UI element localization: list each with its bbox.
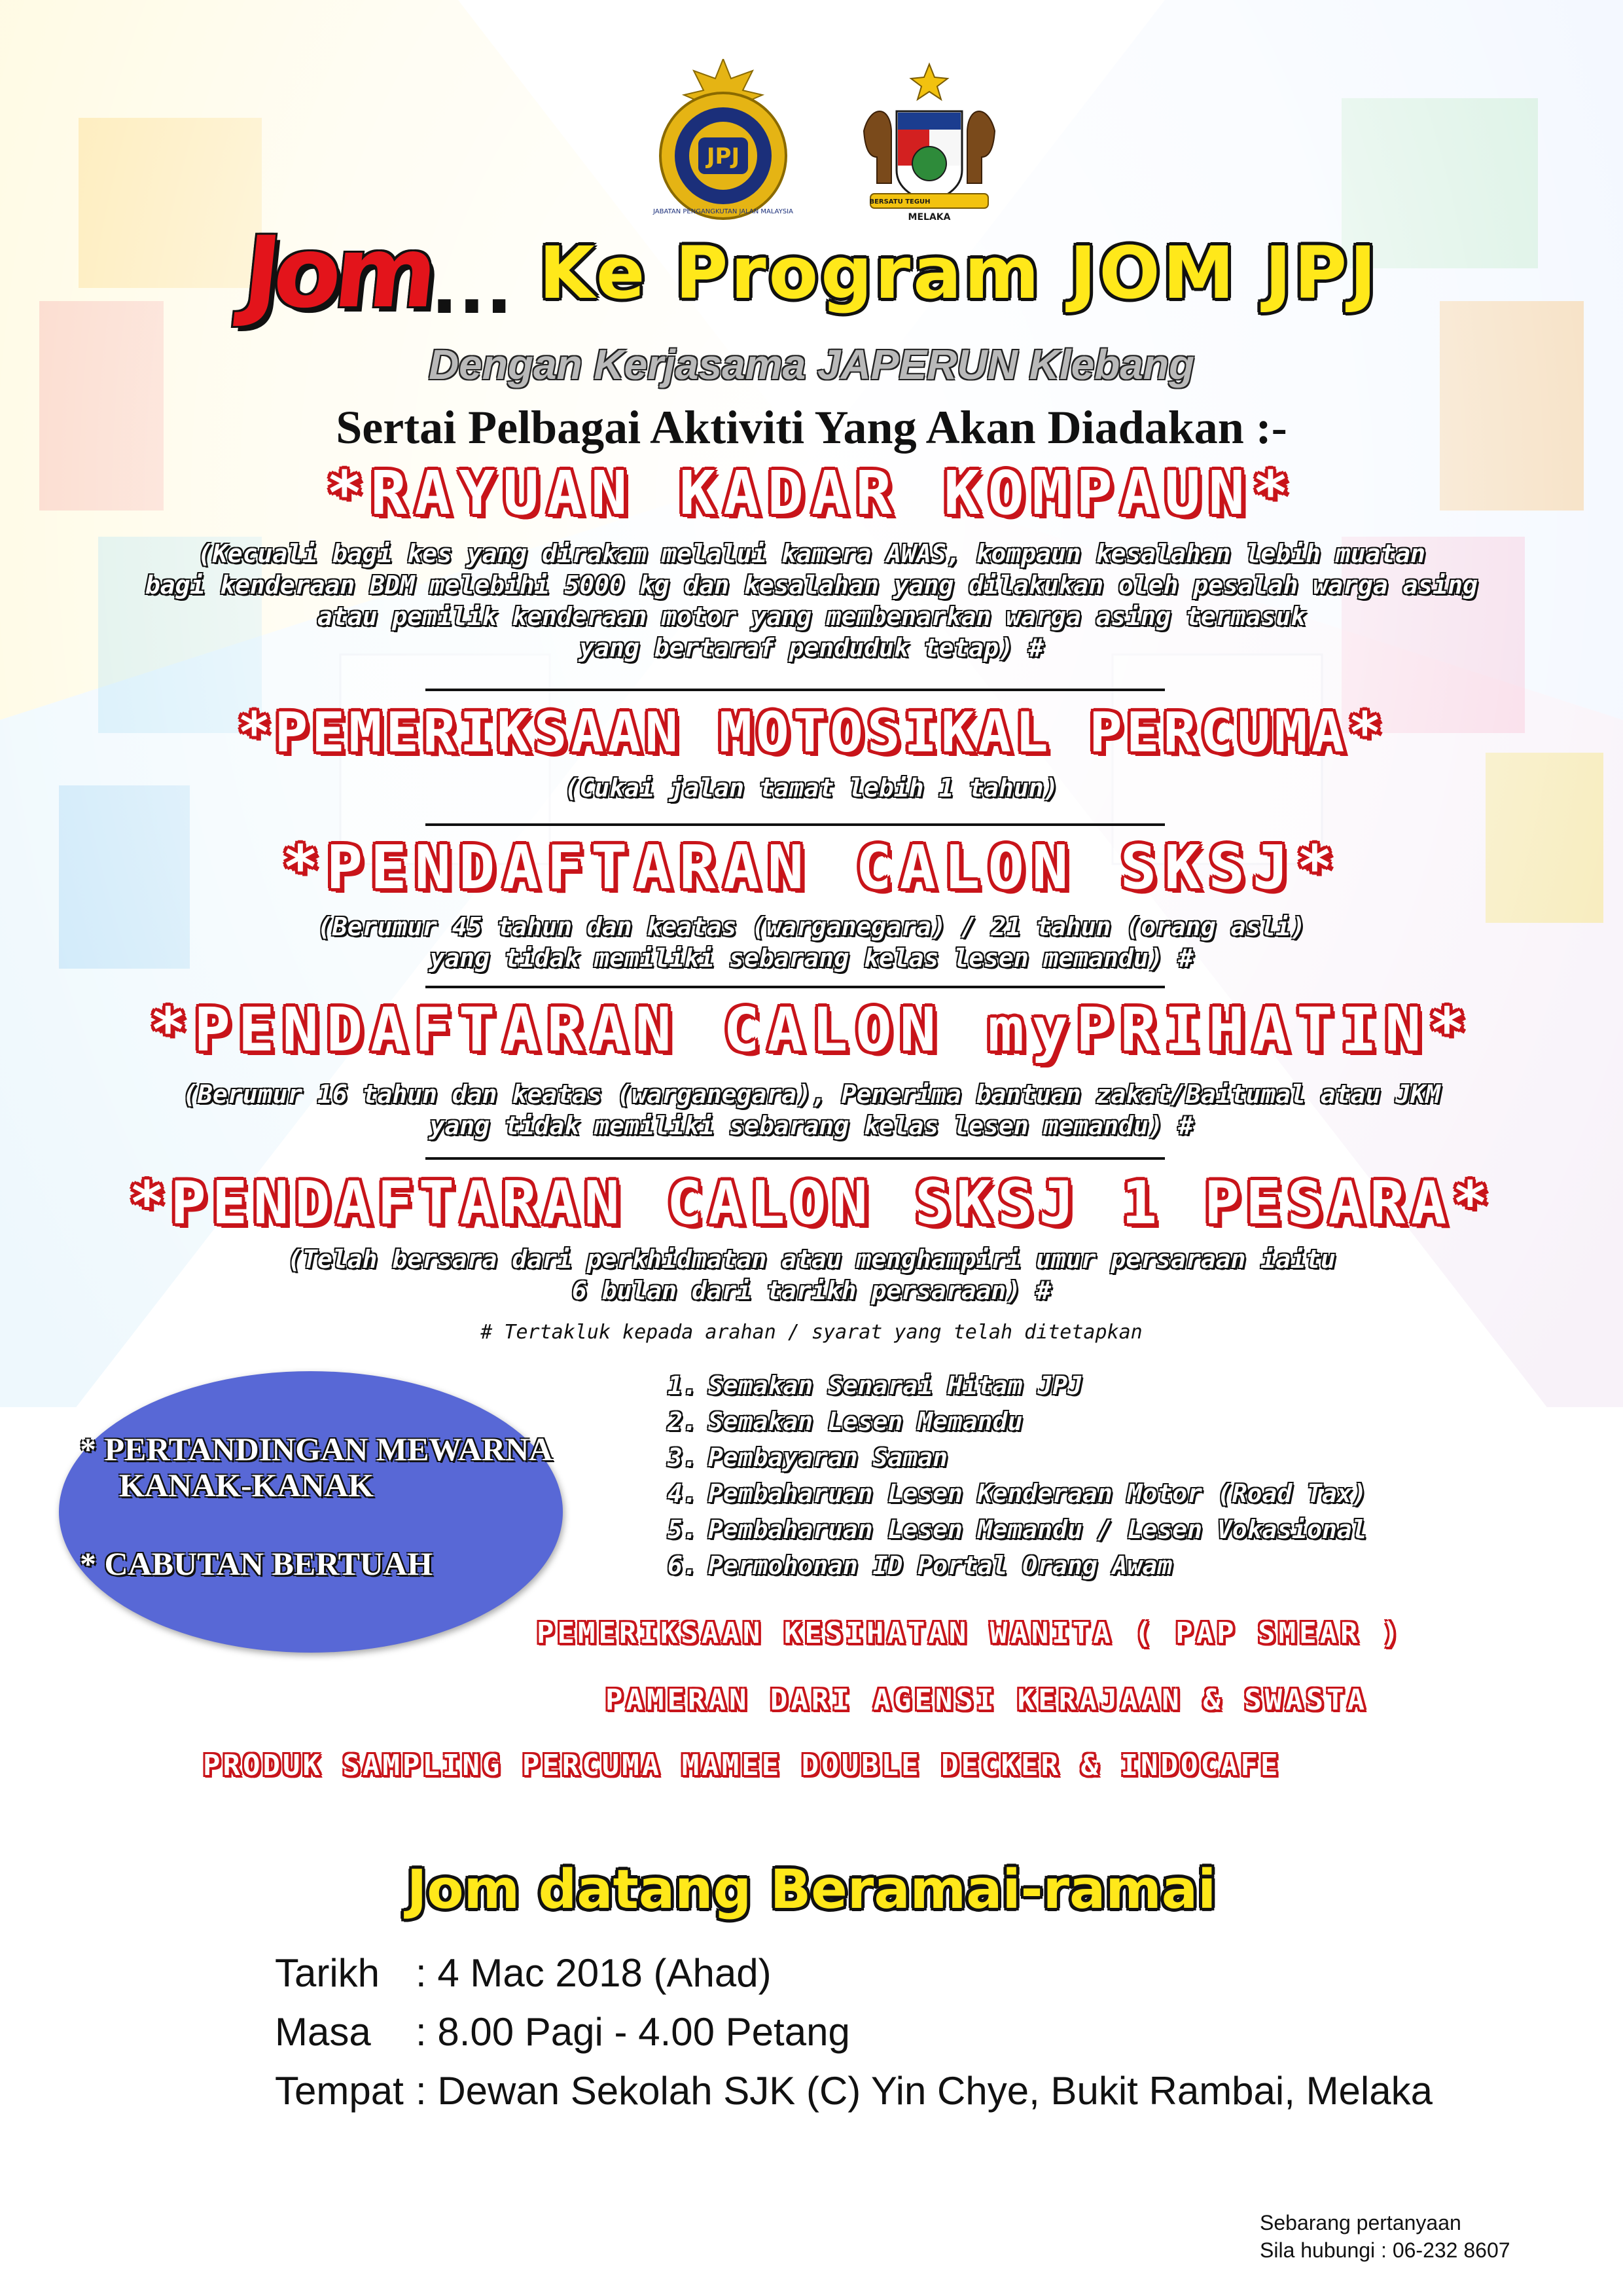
subtitle: Dengan Kerjasama JAPERUN Klebang	[428, 341, 1195, 388]
list-item: 5. Pembaharuan Lesen Memandu / Lesen Vokasional	[668, 1515, 1367, 1544]
bubble-item-mewarna: * PERTANDINGAN MEWARNA	[80, 1431, 553, 1467]
call-to-action: Jom datang Beramai-ramai	[406, 1859, 1217, 1921]
activity-pendaftaran-myprihatin: *PENDAFTARAN CALON myPRIHATIN*	[150, 995, 1473, 1065]
activity-5-note-line-1: (Telah bersara dari perkhidmatan atau menghampiri umur persaraan iaitu	[287, 1245, 1336, 1274]
melaka-motto: BERSATU TEGUH	[869, 198, 931, 206]
services-list	[668, 1368, 1367, 1584]
list-item: 2. Semakan Lesen Memandu	[668, 1407, 1023, 1436]
activity-3-note-line-2: yang tidak memiliki sebarang kelas lesen memandu) #	[429, 944, 1194, 973]
divider	[425, 689, 1165, 691]
list-item: 1. Semakan Senarai Hitam JPJ	[668, 1371, 1082, 1400]
event-venue: Tempat : Dewan Sekolah SJK (C) Yin Chye, Bukit Rambai, Melaka	[275, 2069, 1433, 2113]
activity-2-note-line-1: (Cukai jalan tamat lebih 1 tahun)	[564, 774, 1059, 802]
list-item: 3. Pembayaran Saman	[668, 1443, 948, 1472]
melaka-crest	[851, 59, 1008, 223]
divider	[425, 823, 1165, 826]
title-dots: ...	[431, 246, 513, 330]
melaka-name: MELAKA	[908, 212, 951, 223]
activity-1-note-line-1: (Kecuali bagi kes yang dirakam melalui kamera AWAS, kompaun kesalahan lebih muatan	[198, 539, 1425, 568]
activity-rayuan-kadar-kompaun: *RAYUAN KADAR KOMPAUN*	[326, 458, 1297, 528]
extra-pap-smear: PEMERIKSAAN KESIHATAN WANITA ( PAP SMEAR )	[537, 1617, 1402, 1650]
bubble-item-mewarna-line-2: KANAK-KANAK	[119, 1467, 374, 1503]
contact-phone: Sila hubungi : 06-232 8607	[1260, 2238, 1510, 2262]
jpj-emblem-text: JPJ	[706, 143, 740, 170]
list-item: 6. Permohonan ID Portal Orang Awam	[668, 1551, 1173, 1580]
activity-pemeriksaan-motosikal: *PEMERIKSAAN MOTOSIKAL PERCUMA*	[238, 700, 1385, 764]
divider	[425, 986, 1165, 988]
activity-5-note-line-2: 6 bulan dari tarikh persaraan) #	[571, 1276, 1052, 1305]
divider	[425, 1157, 1165, 1160]
contact-info	[1260, 2209, 1510, 2264]
activity-1-note-line-4: yang bertaraf penduduk tetap) #	[579, 634, 1044, 662]
footnote: # Tertakluk kepada arahan / syarat yang telah ditetapkan	[480, 1321, 1143, 1344]
activity-4-note-line-1: (Berumur 16 tahun dan keatas (warganegara), Penerima bantuan zakat/Baitumal atau JKM	[183, 1080, 1440, 1109]
bubble-item-cabutan: * CABUTAN BERTUAH	[80, 1545, 433, 1582]
activity-1-note-line-3: atau pemilik kenderaan motor yang membenarkan warga asing termasuk	[317, 602, 1306, 631]
page-title	[0, 216, 1623, 330]
title-jom: Jom	[238, 216, 437, 330]
contact-line-1: Sebarang pertanyaan	[1260, 2211, 1461, 2234]
list-item: 4. Pembaharuan Lesen Kenderaan Motor (Road Tax)	[668, 1479, 1367, 1508]
activity-pendaftaran-sksj-pesara: *PENDAFTARAN CALON SKSJ 1 PESARA*	[129, 1169, 1494, 1238]
jpj-logo	[645, 59, 802, 223]
highlight-bubble	[59, 1371, 563, 1653]
activity-4-note-line-2: yang tidak memiliki sebarang kelas lesen memandu) #	[429, 1111, 1194, 1140]
activity-1-note-line-2: bagi kenderaan BDM melebihi 5000 kg dan kesalahan yang dilakukan oleh pesalah warga asing	[145, 571, 1478, 600]
activity-3-note-line-1: (Berumur 45 tahun dan keatas (warganegara) / 21 tahun (orang asli)	[317, 912, 1306, 941]
extra-produk-sampling: PRODUK SAMPLING PERCUMA MAMEE DOUBLE DECKER & INDOCAFE	[203, 1749, 1281, 1782]
activities-heading: Sertai Pelbagai Aktiviti Yang Akan Diadakan :-	[336, 401, 1287, 454]
extra-pameran: PAMERAN DARI AGENSI KERAJAAN & SWASTA	[605, 1683, 1368, 1717]
jpj-ring-text: JABATAN PENGANGKUTAN JALAN MALAYSIA	[653, 208, 793, 215]
activity-pendaftaran-sksj: *PENDAFTARAN CALON SKSJ*	[282, 833, 1341, 903]
event-time: Masa : 8.00 Pagi - 4.00 Petang	[275, 2010, 850, 2054]
title-main: Ke Program JOM JPJ	[539, 231, 1379, 315]
event-date: Tarikh : 4 Mac 2018 (Ahad)	[275, 1951, 772, 1995]
